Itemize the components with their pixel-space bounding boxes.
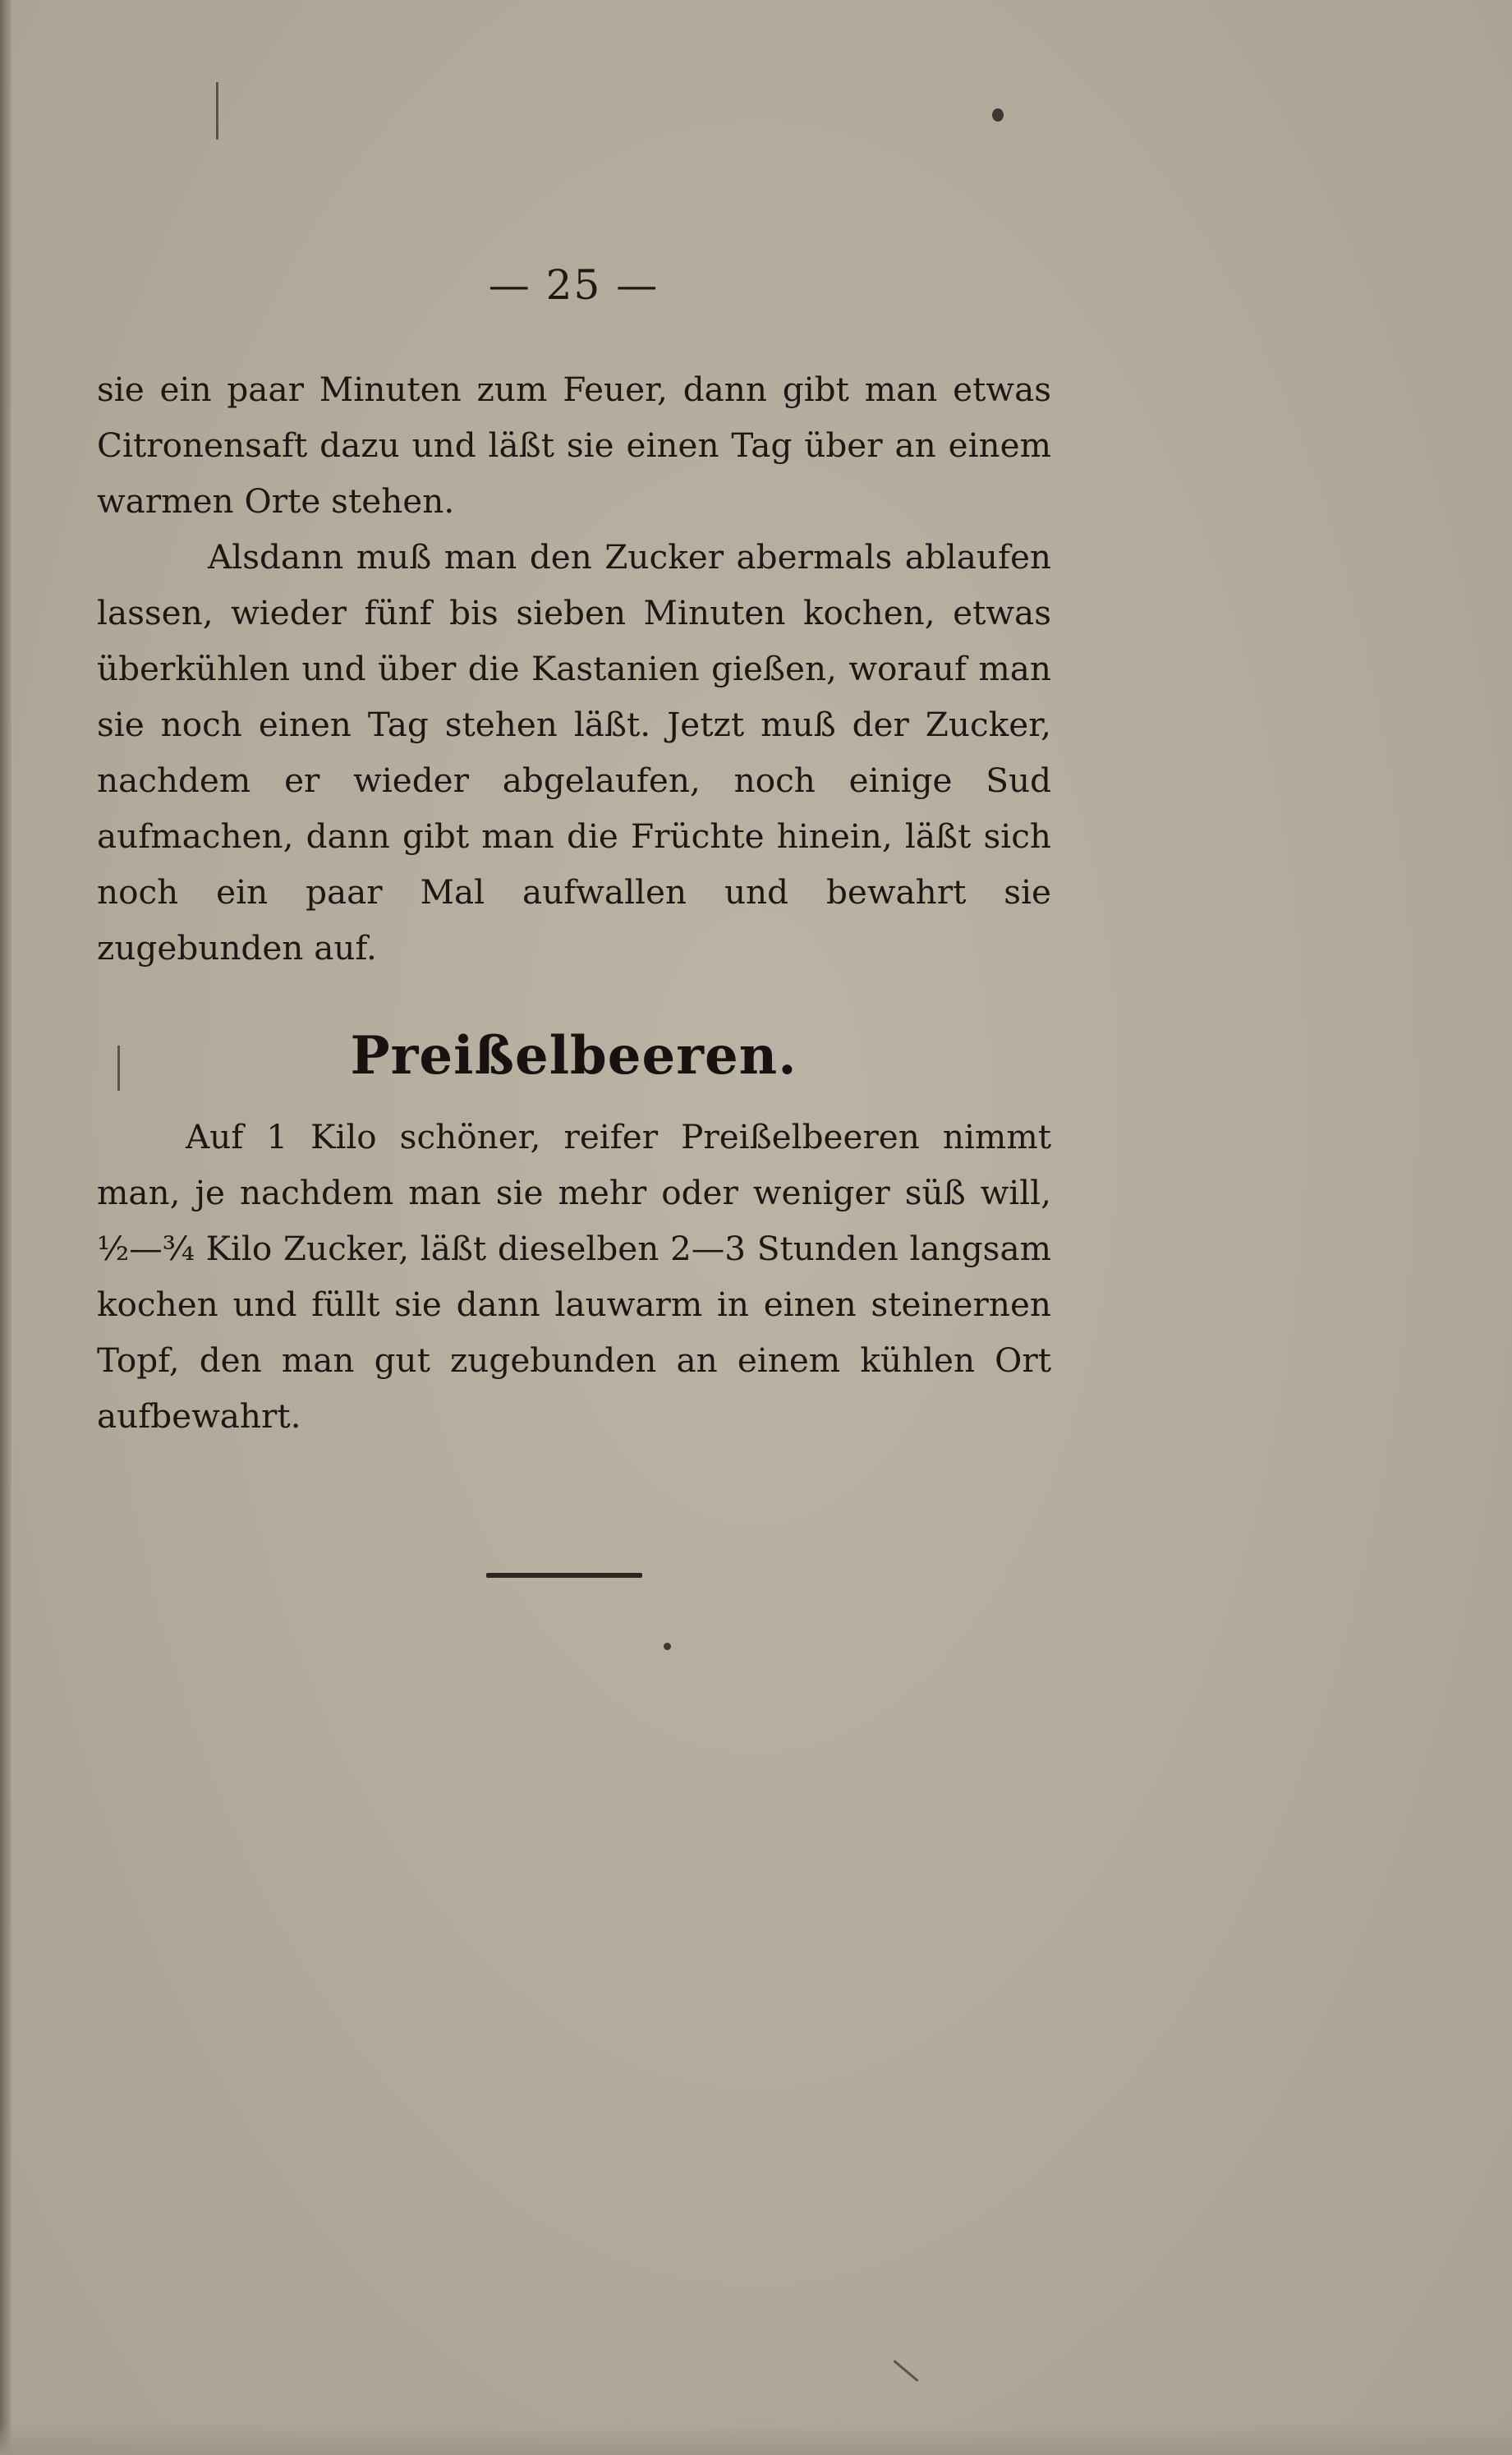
paper-speck: [664, 1643, 671, 1650]
page-edge-shadow: [0, 0, 11, 2455]
paper-speck: [992, 108, 1004, 122]
paragraph-preisselbeeren: Auf 1 Kilo schöner, reifer Preißelbeeren nimmt man, je nachdem man sie mehr oder weniger süß will, ½—¾ Kilo Zucker, läßt dieselben 2—3 Stunden langsam kochen und füllt sie dann lauwarm in einen steinernen Topf, den man gut zugebunden an einem kühlen Ort aufbewahrt.: [97, 1117, 1051, 1436]
paragraph-kastanien-end: [97, 361, 1051, 976]
paragraph-continuation: sie ein paar Minuten zum Feuer, dann gibt man etwas Citronensaft dazu und läßt sie einen Tag über an einem warmen Orte stehen.: [97, 370, 1051, 521]
end-rule-divider: [486, 1573, 642, 1578]
section-heading: Preißelbeeren.: [350, 1025, 797, 1087]
paper-scratch: [893, 2360, 918, 2382]
page-bottom-shadow: [0, 2422, 1512, 2455]
paper-scratch: [216, 82, 218, 140]
paragraph-alsdann: Alsdann muß man den Zucker abermals ablaufen lassen, wieder fünf bis sieben Minuten kochen, etwas überkühlen und über die Kastanien gießen, worauf man sie noch einen Tag stehen läßt. Jetzt muß der Zucker, nachdem er wieder abgelaufen, noch einige Sud aufmachen, dann gibt man die Früchte hinein, läßt sich noch ein paar Mal aufwallen und bewahrt sie zugebunden auf.: [97, 537, 1051, 968]
page-number: — 25 —: [488, 261, 659, 309]
